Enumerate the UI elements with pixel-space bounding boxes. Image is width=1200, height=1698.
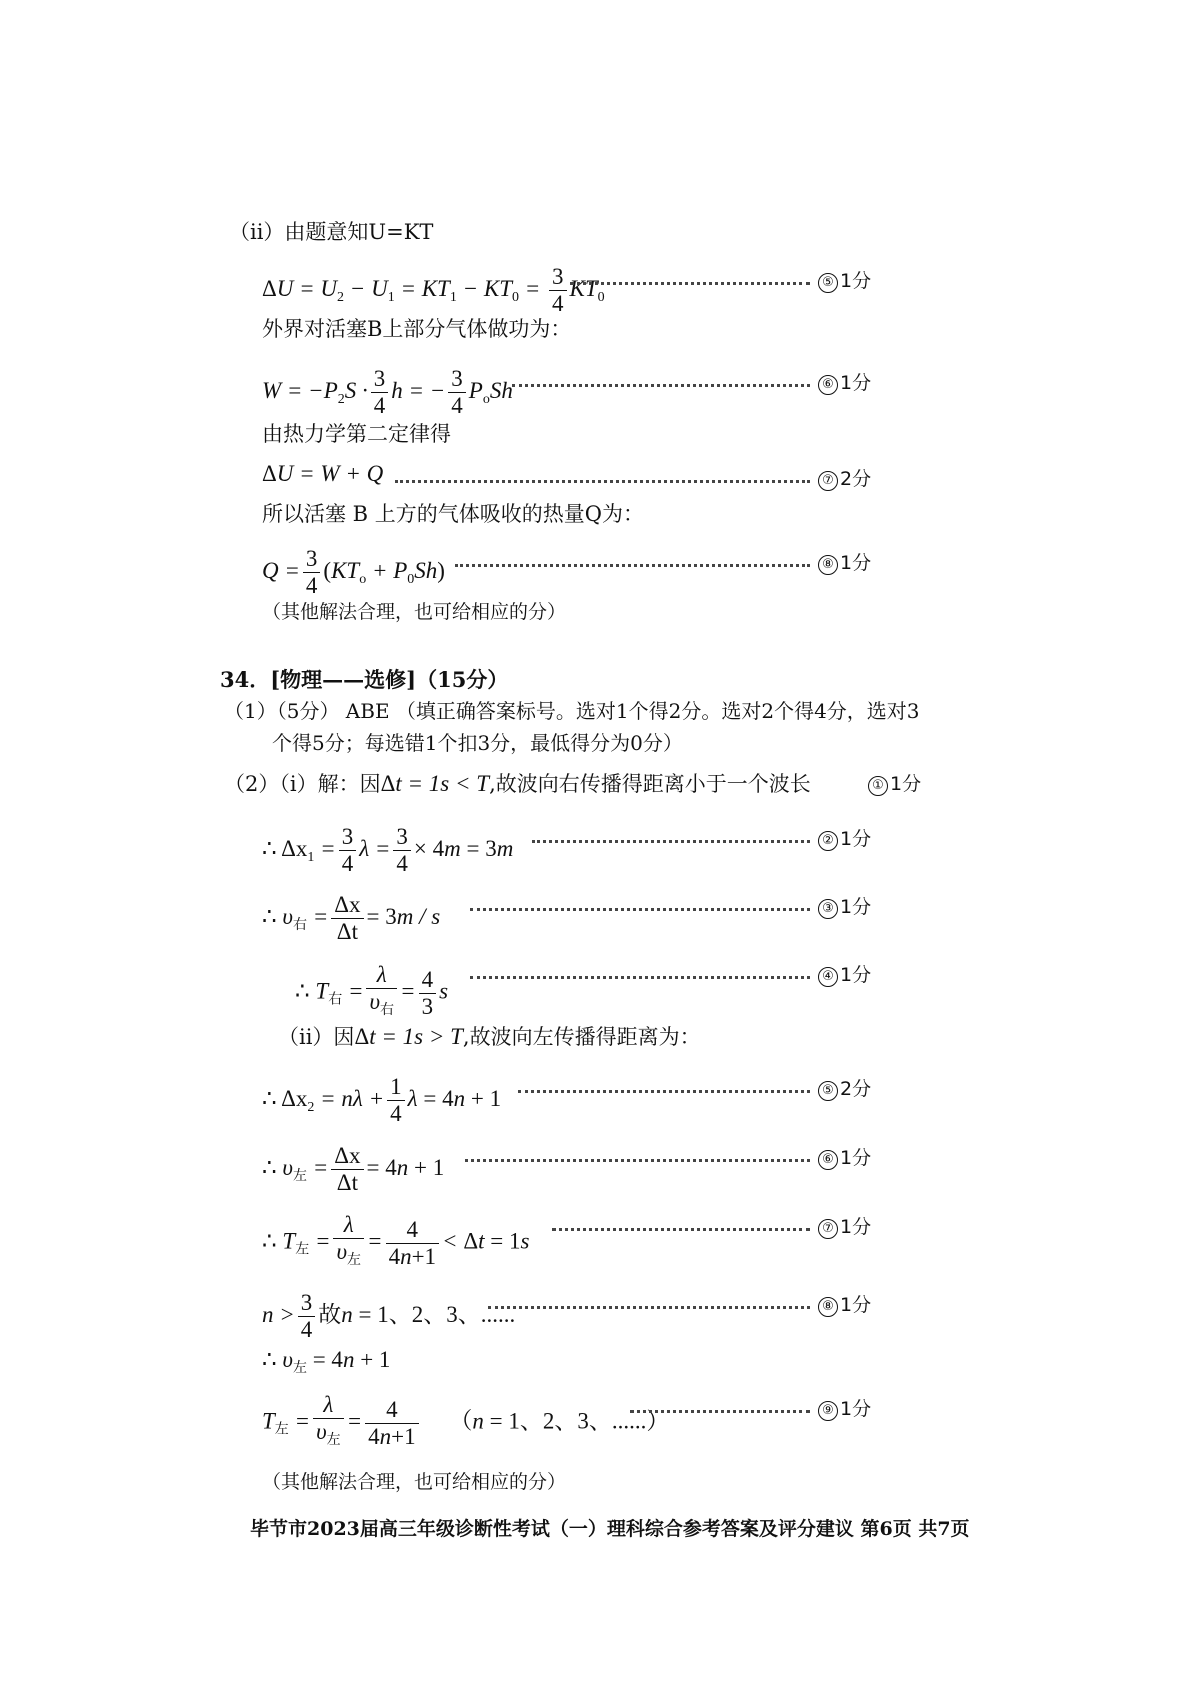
leader-dots: [532, 840, 810, 843]
score-mark: ⑦ 2分: [818, 465, 871, 493]
line-law-text: 由热力学第二定律得: [262, 422, 451, 446]
eq-dx1: ∴ $\Delta x_1$ = $\frac{3}{4}$ λ = $\frac{3}{4}$ × 4m = 3m: [262, 824, 514, 876]
part-ii-intro: （ii）由题意知U=KT: [229, 220, 434, 244]
leader-dots: [570, 282, 810, 285]
score-mark: ⑨ 1分: [818, 1395, 871, 1423]
eq-heat: Q = $\frac{3}{4}$ $(KT_o + P_0Sh)$: [262, 546, 445, 598]
eq-t-left: ∴ $T_左$ = $\frac{\lambda}{\upsilon_左}$ = $\frac{4}{4n+1}$ < Δt = 1s: [262, 1212, 530, 1269]
eq-v-left-result: ∴ $\upsilon_左 = 4n + 1$: [262, 1347, 391, 1376]
score-mark: ② 1分: [818, 825, 871, 853]
leader-dots: [552, 1228, 810, 1231]
eq-n-condition: n > $\frac{3}{4}$ 故n = 1、2、3、......: [262, 1290, 516, 1342]
q34-part1-line2: 个得5分；每选错1个扣3分，最低得分为0分）: [272, 731, 683, 755]
q34-title: 34．[物理——选修]（15分）: [220, 667, 509, 692]
score-mark: ③ 1分: [818, 893, 871, 921]
score-mark: ⑥ 1分: [818, 1144, 871, 1172]
eq-first-law: ΔU = W + Q: [262, 461, 384, 486]
note-other-methods: （其他解法合理，也可给相应的分）: [262, 601, 567, 623]
leader-dots: [465, 1159, 810, 1162]
score-mark: ⑦ 1分: [818, 1213, 871, 1241]
q34-part1-line1: （1）（5分） ABE （填正确答案标号。选对1个得2分。选对2个得4分，选对3: [224, 699, 920, 723]
score-mark: ⑥ 1分: [818, 369, 871, 397]
eq-dx2: ∴ $\Delta x_2 = n\lambda$ + $\frac{1}{4}$ λ = 4n + 1: [262, 1074, 502, 1126]
score-mark: ⑤ 2分: [818, 1075, 871, 1103]
leader-dots: [455, 564, 810, 567]
score-mark: ④ 1分: [818, 961, 871, 989]
leader-dots: [470, 976, 810, 979]
eq-work: $W = -P_2S$ · $\frac{3}{4}$ h = − $\frac{3}{4}$ $P_oSh$: [262, 366, 513, 418]
leader-dots: [630, 1410, 810, 1413]
q34-part2-intro: （2）（i）解：因Δt = 1s < T,故波向右传播得距离小于一个波长: [224, 771, 811, 796]
page-footer: 毕节市2023届高三年级诊断性考试（一）理科综合参考答案及评分建议 第6页 共7页: [250, 1518, 970, 1540]
eq-delta-u: $\Delta U = U_2 - U_1 = KT_1 - KT_0$ = $\frac{3}{4}$ $KT_0$: [262, 264, 605, 316]
score-mark: ⑤ 1分: [818, 267, 871, 295]
leader-dots: [488, 1306, 810, 1309]
leader-dots: [518, 1090, 810, 1093]
score-mark: ⑧ 1分: [818, 1291, 871, 1319]
leader-dots: [512, 384, 810, 387]
eq-v-left: ∴ $\upsilon_左$ = $\frac{\Delta x}{\Delta t}$ = 4n + 1: [262, 1143, 445, 1195]
eq-v-right: ∴ $\upsilon_右$ = $\frac{\Delta x}{\Delta t}$ = 3m / s: [262, 892, 441, 944]
line-work-text: 外界对活塞B上部分气体做功为：: [262, 317, 572, 341]
leader-dots: [395, 480, 810, 483]
q34-part-ii-intro: （ii）因Δt = 1s > T,故波向左传播得距离为：: [278, 1024, 701, 1049]
eq-t-left-result: $T_左$ = $\frac{\lambda}{\upsilon_左}$ = $\frac{4}{4n+1}$ （n = 1、2、3、......）: [262, 1392, 670, 1449]
line-heat-text: 所以活塞 B 上方的气体吸收的热量Q为：: [262, 502, 644, 526]
score-mark: ① 1分: [868, 770, 921, 798]
note-other-methods-2: （其他解法合理，也可给相应的分）: [262, 1471, 567, 1493]
score-mark: ⑧ 1分: [818, 549, 871, 577]
leader-dots: [470, 908, 810, 911]
eq-t-right: ∴ $T_右$ = $\frac{\lambda}{\upsilon_右}$ = $\frac{4}{3}$ s: [295, 962, 449, 1019]
